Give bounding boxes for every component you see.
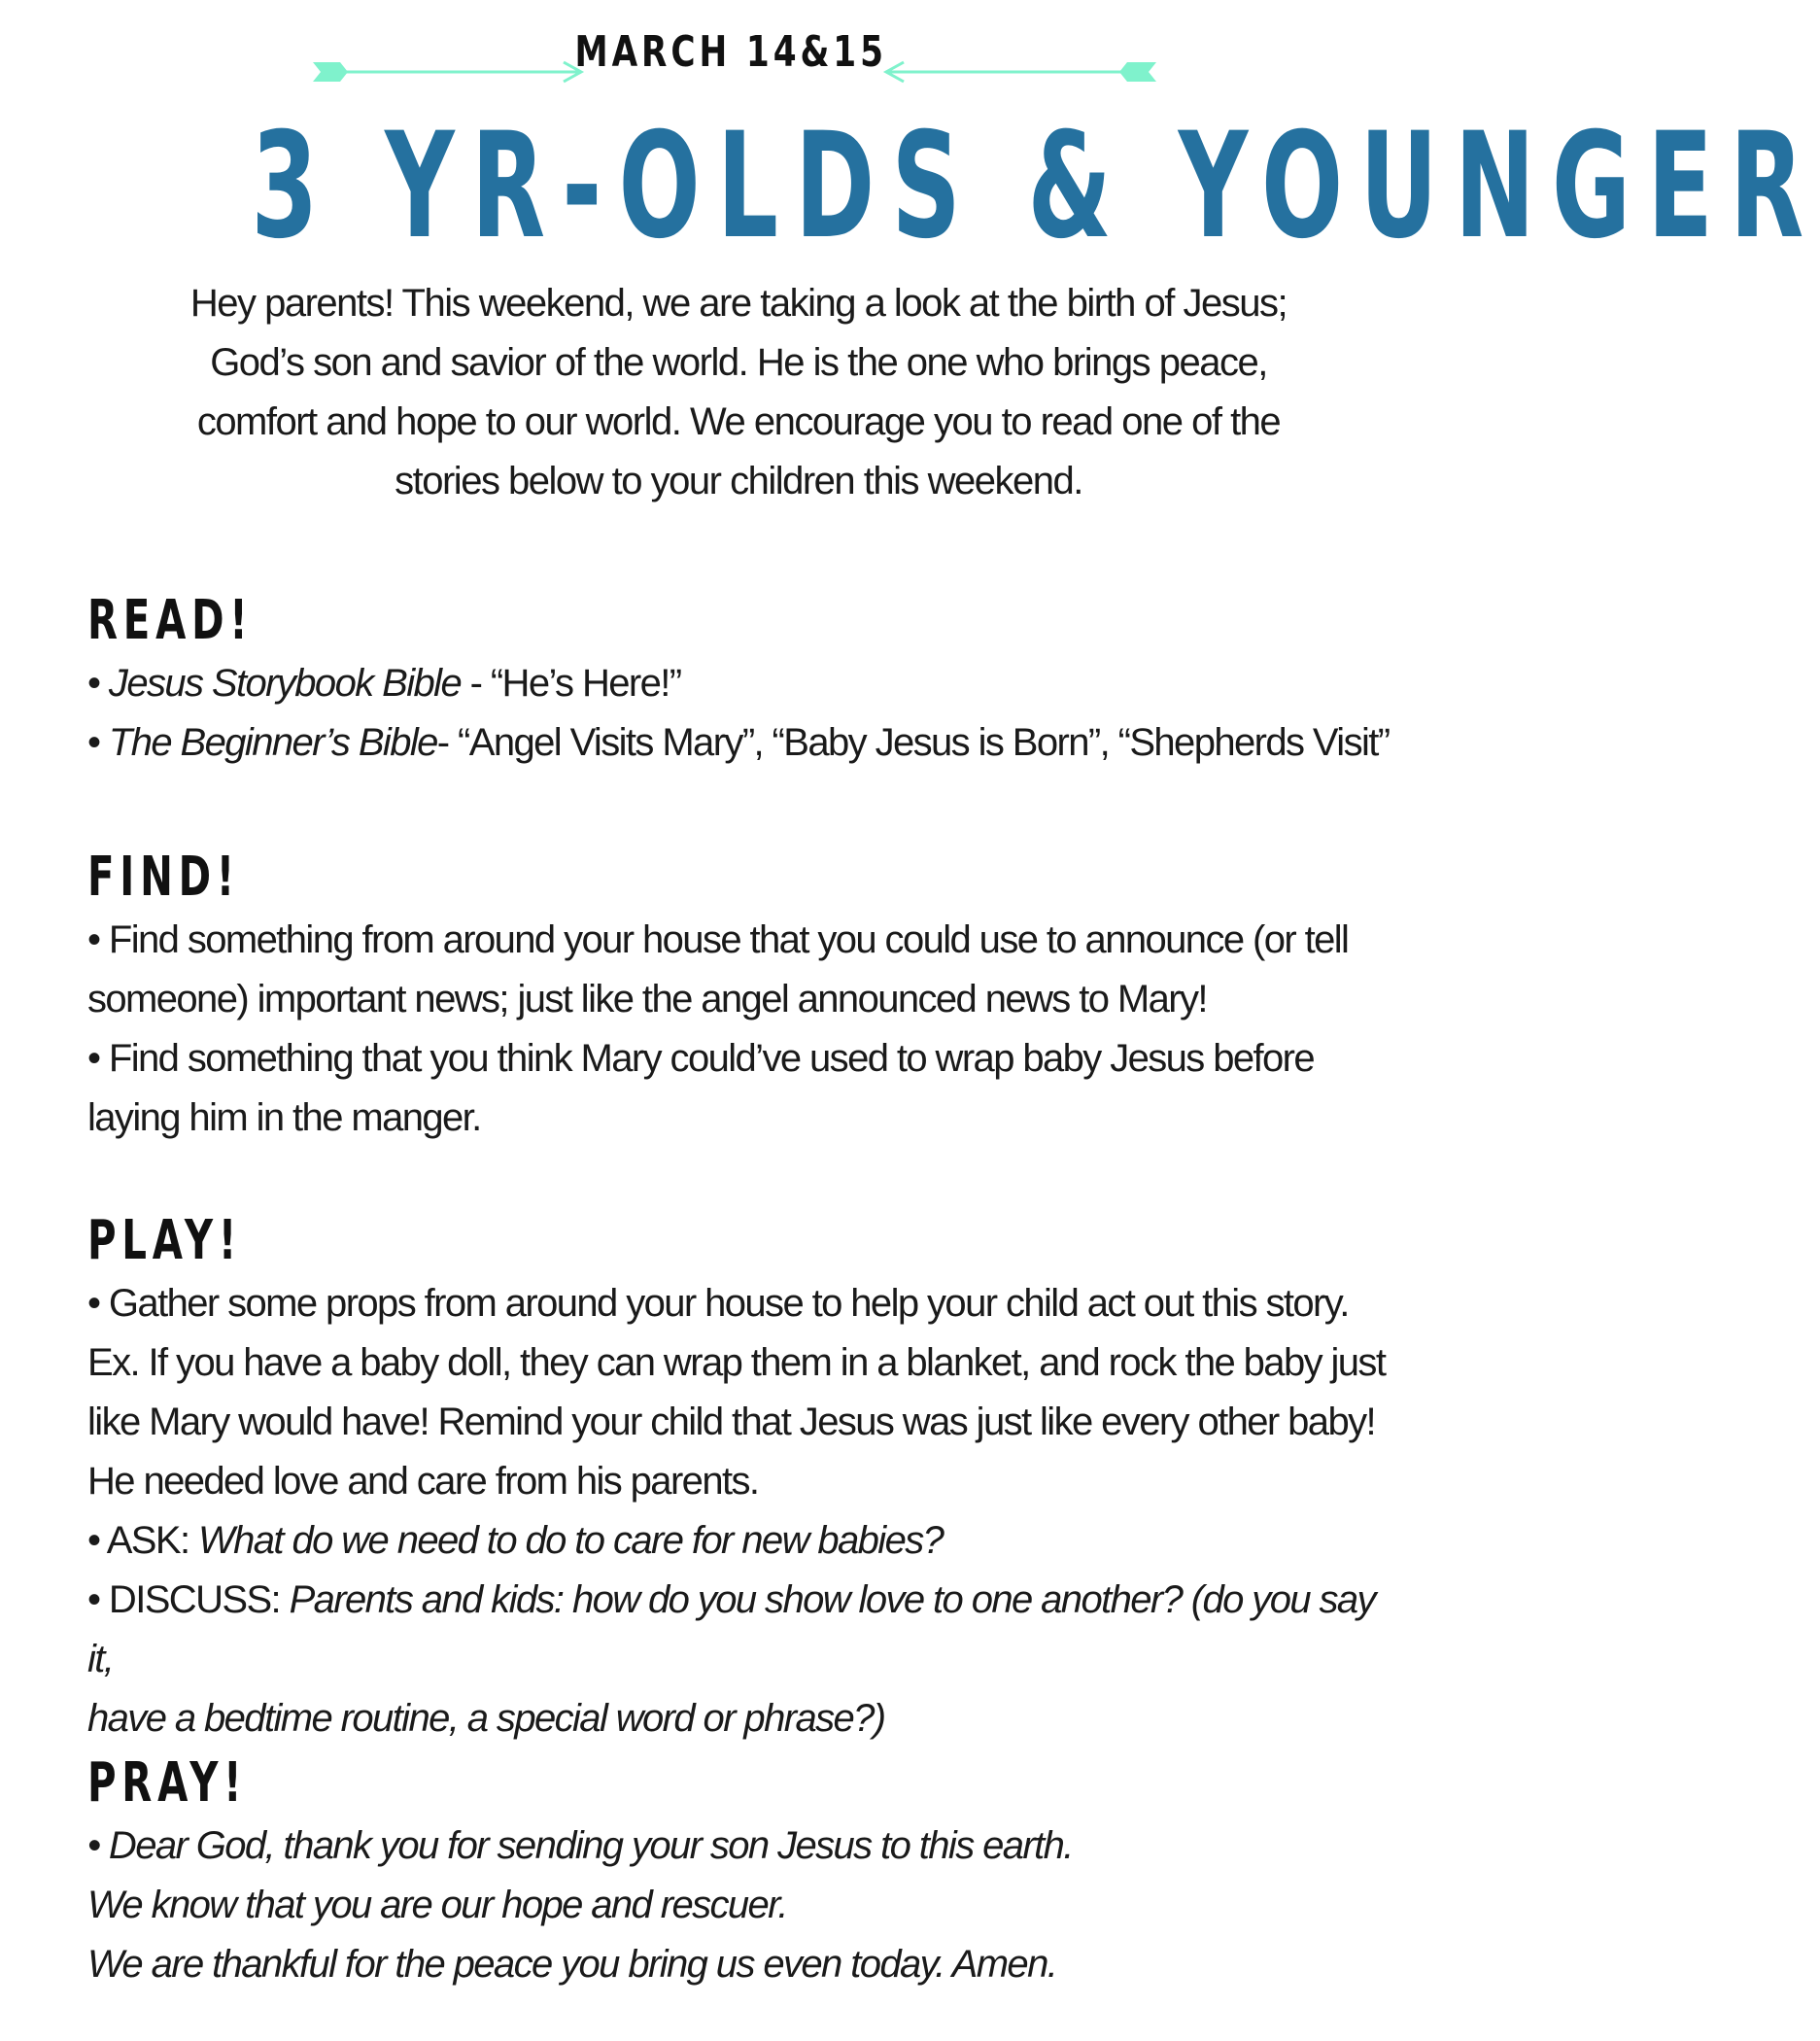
discuss-line-continued: have a bedtime routine, a special word or phrase?) [87,1697,885,1740]
prayer-line: We are thankful for the peace you bring us even today. Amen. [87,1943,1057,1986]
read-heading: READ! [87,589,254,652]
intro-paragraph [165,274,1312,511]
read-section [87,654,1409,773]
intro-line: Hey parents! This weekend, we are taking a look at the birth of Jesus; [189,282,1288,325]
ask-question: What do we need to do to care for new babies? [197,1519,944,1562]
prayer-line: We know that you are our hope and rescuer. [87,1884,787,1926]
ask-label: • ASK: [87,1519,198,1562]
book-title: The Beginner’s Bible [108,721,437,764]
date-header [0,21,1458,84]
read-item: • Jesus Storybook Bible - “He’s Here!” [87,662,681,705]
play-line: Ex. If you have a baby doll, they can wrap them in a blanket, and rock the baby just [87,1341,1386,1384]
find-line: someone) important news; just like the angel announced news to Mary! [87,978,1207,1020]
story-titles: - “Angel Visits Mary”, “Baby Jesus is Born”, “Shepherds Visit” [436,721,1390,764]
page-title: 3 YR-OLDS & YOUNGER [251,102,1820,271]
pray-heading: PRAY! [87,1751,248,1815]
find-heading: FIND! [87,846,240,909]
discuss-label: • DISCUSS: [87,1578,290,1621]
read-item: • The Beginner’s Bible- “Angel Visits Mary”, “Baby Jesus is Born”, “Shepherds Visit” [87,721,1390,764]
event-date: MARCH 14&15 [574,27,887,77]
intro-line: stories below to your children this weekend. [395,460,1082,502]
pray-section [87,1816,1409,1994]
ask-line [87,1511,1409,1571]
story-titles: - “He’s Here!” [461,662,681,705]
find-line: laying him in the manger. [87,1096,481,1139]
find-section [87,911,1409,1148]
intro-line: God’s son and savior of the world. He is the one who brings peace, [210,341,1267,384]
play-line: like Mary would have! Remind your child that Jesus was just like every other baby! [87,1401,1376,1443]
book-title: Jesus Storybook Bible [108,662,462,705]
discuss-line [87,1571,1409,1689]
play-line: He needed love and care from his parents. [87,1460,759,1503]
prayer-line: • Dear God, thank you for sending your son Jesus to this earth. [87,1824,1073,1867]
find-line: • Find something from around your house that you could use to announce (or tell [87,918,1349,961]
discuss-question: Parents and kids: how do you show love to one another? (do you say it, [87,1578,1375,1680]
play-heading: PLAY! [87,1209,242,1272]
find-line: • Find something that you think Mary could’ve used to wrap baby Jesus before [87,1037,1315,1080]
play-line: • Gather some props from around your house to help your child act out this story. [87,1282,1349,1325]
intro-line: comfort and hope to our world. We encourage you to read one of the [196,400,1281,443]
play-section [87,1274,1409,1748]
